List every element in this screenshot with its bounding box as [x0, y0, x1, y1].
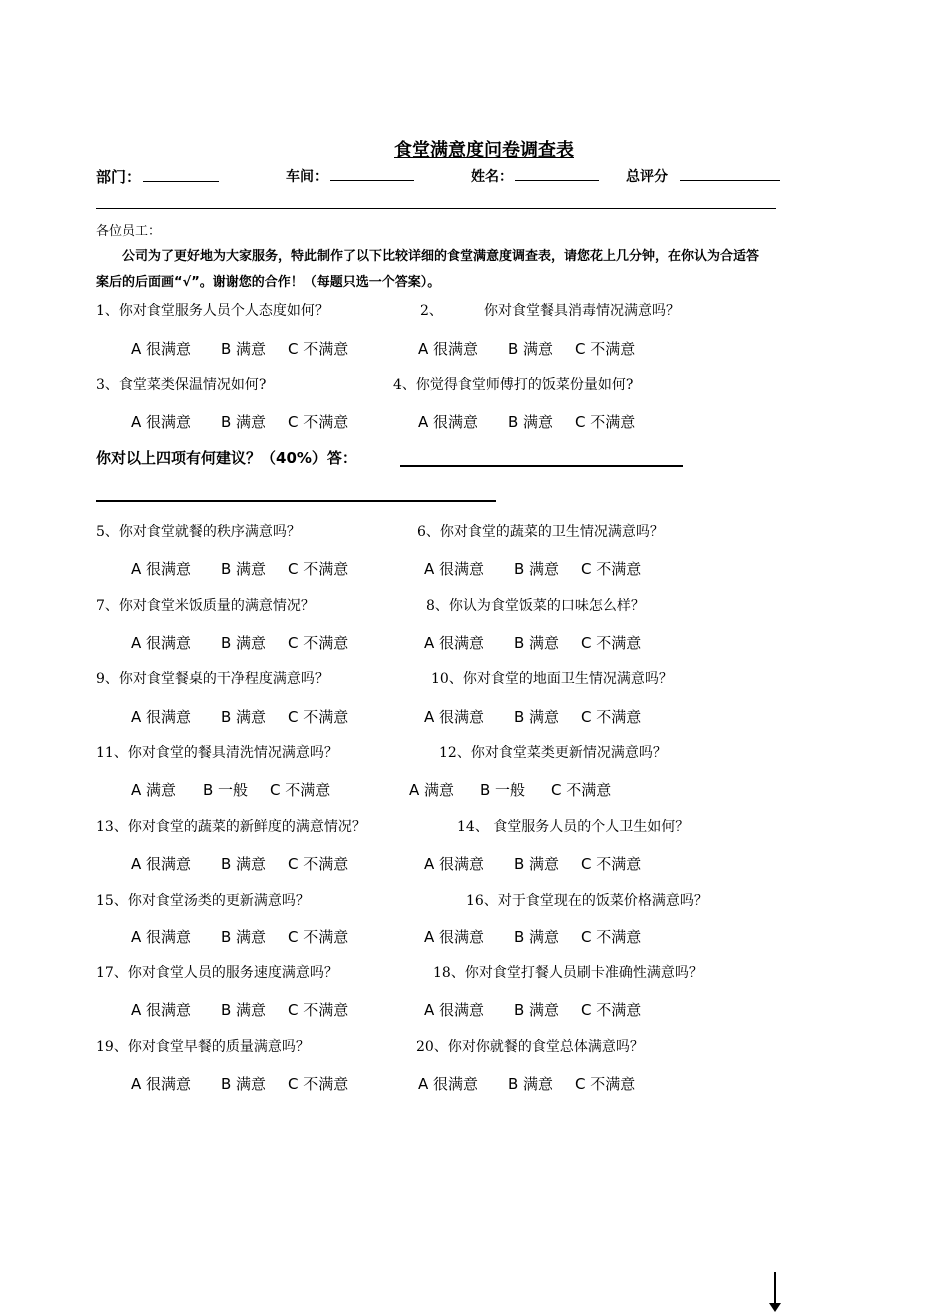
q15-option-c[interactable]: C 不满意: [288, 928, 349, 946]
score-field[interactable]: [626, 166, 780, 186]
question-16: 16、对于食堂现在的饭菜价格满意吗？: [466, 893, 708, 909]
name-label: 姓名：: [471, 169, 513, 185]
q13-option-c[interactable]: C 不满意: [288, 855, 349, 873]
question-3: 3、食堂菜类保温情况如何?: [96, 377, 267, 393]
question-7: 7、你对食堂米饭质量的满意情况？: [96, 598, 315, 614]
q11-option-b[interactable]: B 一般: [203, 781, 249, 799]
question-14: 14、 食堂服务人员的个人卫生如何？: [457, 819, 690, 835]
department-label: 部门：: [96, 168, 142, 186]
question-17: 17、你对食堂人员的服务速度满意吗？: [96, 965, 338, 981]
workshop-blank[interactable]: [330, 166, 414, 181]
q16-option-b[interactable]: B 满意: [514, 928, 560, 946]
question-4: 4、你觉得食堂师傅打的饭菜份量如何?: [393, 377, 634, 393]
question-11: 11、你对食堂的餐具清洗情况满意吗？: [96, 745, 338, 761]
q14-option-b[interactable]: B 满意: [514, 855, 560, 873]
q9-option-c[interactable]: C 不满意: [288, 708, 349, 726]
document-title: 食堂满意度问卷调查表: [394, 140, 574, 161]
workshop-field[interactable]: [286, 166, 414, 186]
q17-option-b[interactable]: B 满意: [221, 1001, 267, 1019]
q18-option-c[interactable]: C 不满意: [581, 1001, 642, 1019]
q7-option-a[interactable]: A 很满意: [131, 634, 192, 652]
question-6: 6、你对食堂的蔬菜的卫生情况满意吗？: [417, 524, 664, 540]
q8-option-c[interactable]: C 不满意: [581, 634, 642, 652]
q1-option-a[interactable]: A 很满意: [131, 340, 192, 358]
q15-option-b[interactable]: B 满意: [221, 928, 267, 946]
q10-option-a[interactable]: A 很满意: [424, 708, 485, 726]
q18-option-a[interactable]: A 很满意: [424, 1001, 485, 1019]
q7-option-b[interactable]: B 满意: [221, 634, 267, 652]
intro-line-1: 公司为了更好地为大家服务，特此制作了以下比较详细的食堂满意度调查表，请您花上几分钟，在你认为合适答: [122, 249, 760, 264]
greeting: 各位员工：: [96, 224, 162, 239]
q4-option-a[interactable]: A 很满意: [418, 413, 479, 431]
q11-option-c[interactable]: C 不满意: [270, 781, 331, 799]
q11-option-a[interactable]: A 满意: [131, 781, 177, 799]
department-blank[interactable]: [143, 167, 219, 182]
q20-option-c[interactable]: C 不满意: [575, 1075, 636, 1093]
q4-option-b[interactable]: B 满意: [508, 413, 554, 431]
question-9: 9、你对食堂餐桌的干净程度满意吗？: [96, 671, 329, 687]
q10-option-b[interactable]: B 满意: [514, 708, 560, 726]
q17-option-c[interactable]: C 不满意: [288, 1001, 349, 1019]
name-field[interactable]: [471, 166, 599, 186]
q17-option-a[interactable]: A 很满意: [131, 1001, 192, 1019]
q20-option-b[interactable]: B 满意: [508, 1075, 554, 1093]
q16-option-a[interactable]: A 很满意: [424, 928, 485, 946]
q10-option-c[interactable]: C 不满意: [581, 708, 642, 726]
q13-option-a[interactable]: A 很满意: [131, 855, 192, 873]
q2-option-c[interactable]: C 不满意: [575, 340, 636, 358]
question-1: 1、你对食堂服务人员个人态度如何？: [96, 303, 329, 319]
question-15: 15、你对食堂汤类的更新满意吗？: [96, 893, 310, 909]
question-12: 12、你对食堂菜类更新情况满意吗？: [439, 745, 667, 761]
q1-option-b[interactable]: B 满意: [221, 340, 267, 358]
q5-option-a[interactable]: A 很满意: [131, 560, 192, 578]
q20-option-a[interactable]: A 很满意: [418, 1075, 479, 1093]
score-blank[interactable]: [680, 166, 780, 181]
q12-option-b[interactable]: B 一般: [480, 781, 526, 799]
q7-option-c[interactable]: C 不满意: [288, 634, 349, 652]
q13-option-b[interactable]: B 满意: [221, 855, 267, 873]
q3-option-c[interactable]: C 不满意: [288, 413, 349, 431]
q6-option-c[interactable]: C 不满意: [581, 560, 642, 578]
q3-option-b[interactable]: B 满意: [221, 413, 267, 431]
q19-option-c[interactable]: C 不满意: [288, 1075, 349, 1093]
workshop-label: 车间：: [286, 169, 328, 185]
down-arrow-head-icon: [769, 1303, 781, 1312]
down-arrow-icon: [774, 1272, 776, 1304]
q2-option-a[interactable]: A 很满意: [418, 340, 479, 358]
q4-option-c[interactable]: C 不满意: [575, 413, 636, 431]
intro-line-2: 案后的后面画“√”。谢谢您的合作！（每题只选一个答案）。: [96, 275, 441, 290]
q2-option-b[interactable]: B 满意: [508, 340, 554, 358]
department-field[interactable]: [96, 166, 219, 187]
q5-option-c[interactable]: C 不满意: [288, 560, 349, 578]
q19-option-a[interactable]: A 很满意: [131, 1075, 192, 1093]
q8-option-b[interactable]: B 满意: [514, 634, 560, 652]
q6-option-a[interactable]: A 很满意: [424, 560, 485, 578]
suggestion-answer-line-2[interactable]: [96, 500, 496, 502]
q5-option-b[interactable]: B 满意: [221, 560, 267, 578]
q15-option-a[interactable]: A 很满意: [131, 928, 192, 946]
q12-option-a[interactable]: A 满意: [409, 781, 455, 799]
score-label: 总评分: [626, 169, 668, 185]
question-8: 8、你认为食堂饭菜的口味怎么样？: [426, 598, 645, 614]
question-13: 13、你对食堂的蔬菜的新鲜度的满意情况？: [96, 819, 366, 835]
question-2: 你对食堂餐具消毒情况满意吗？: [484, 303, 680, 319]
question-2-number: 2、: [420, 303, 443, 319]
question-5: 5、你对食堂就餐的秩序满意吗？: [96, 524, 301, 540]
q1-option-c[interactable]: C 不满意: [288, 340, 349, 358]
q9-option-b[interactable]: B 满意: [221, 708, 267, 726]
q14-option-c[interactable]: C 不满意: [581, 855, 642, 873]
q6-option-b[interactable]: B 满意: [514, 560, 560, 578]
question-10: 10、你对食堂的地面卫生情况满意吗？: [431, 671, 673, 687]
question-18: 18、你对食堂打餐人员刷卡准确性满意吗？: [433, 965, 703, 981]
q12-option-c[interactable]: C 不满意: [551, 781, 612, 799]
question-19: 19、你对食堂早餐的质量满意吗？: [96, 1039, 310, 1055]
suggestion-answer-line-1[interactable]: [400, 465, 683, 467]
q3-option-a[interactable]: A 很满意: [131, 413, 192, 431]
intro-paragraph: [96, 244, 882, 296]
header-divider: [96, 208, 776, 209]
q9-option-a[interactable]: A 很满意: [131, 708, 192, 726]
suggestion-prompt: 你对以上四项有何建议？（40%）答：: [96, 449, 357, 467]
q16-option-c[interactable]: C 不满意: [581, 928, 642, 946]
q8-option-a[interactable]: A 很满意: [424, 634, 485, 652]
name-blank[interactable]: [515, 166, 599, 181]
q19-option-b[interactable]: B 满意: [221, 1075, 267, 1093]
question-20: 20、你对你就餐的食堂总体满意吗？: [416, 1039, 644, 1055]
q14-option-a[interactable]: A 很满意: [424, 855, 485, 873]
q18-option-b[interactable]: B 满意: [514, 1001, 560, 1019]
